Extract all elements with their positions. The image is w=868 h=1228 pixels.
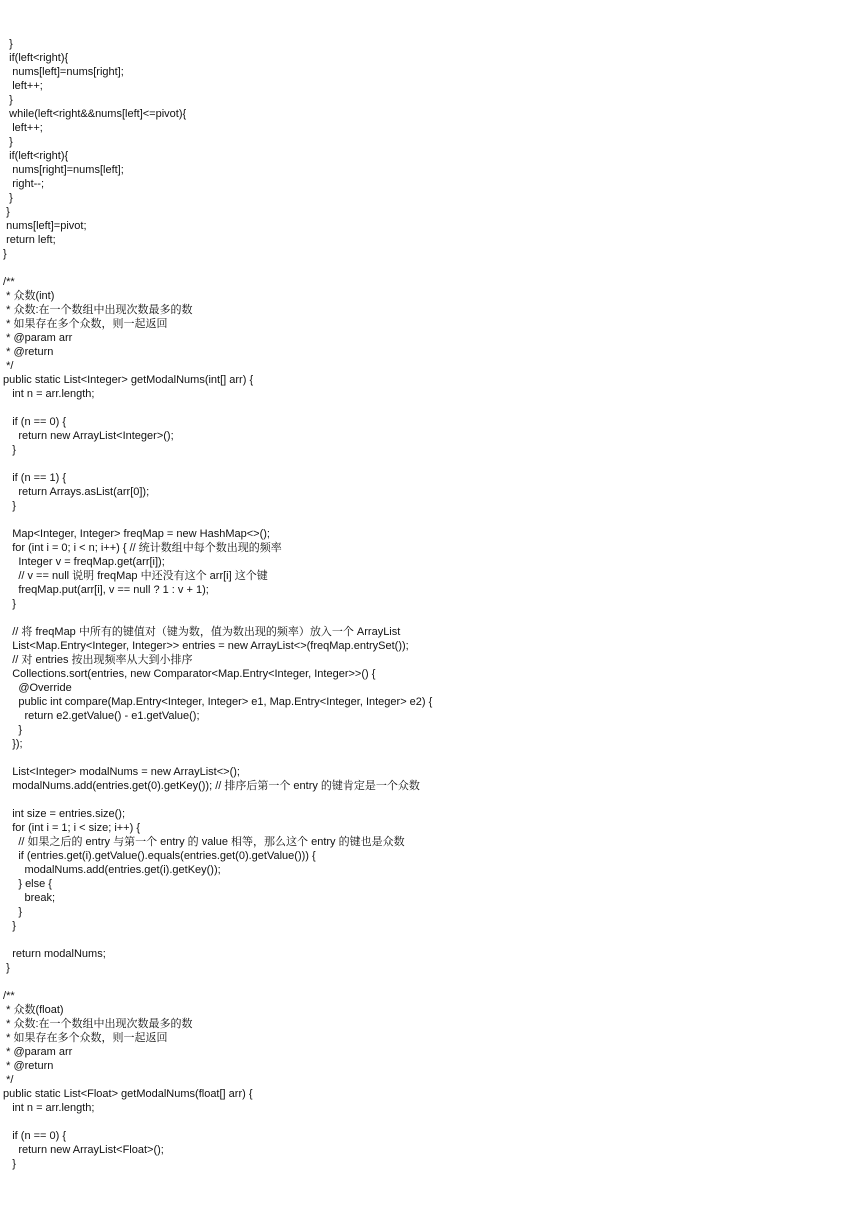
code-line [0,457,868,471]
code-line: } [0,444,16,456]
code-line: if(left<right){ [0,150,69,162]
code-line: } [0,500,16,512]
code-line: /** [0,990,15,1002]
code-line [0,611,868,625]
code-line: */ [0,1074,14,1086]
code-line: nums[left]=nums[right]; [0,66,124,78]
code-line: return modalNums; [0,948,106,960]
code-line: */ [0,360,14,372]
code-line: * @param arr [0,332,73,344]
code-line: modalNums.add(entries.get(i).getKey()); [0,864,221,876]
code-line: List<Integer> modalNums = new ArrayList<>(); [0,766,240,778]
code-line: left++; [0,122,43,134]
code-line: if (entries.get(i).getValue().equals(entries.get(0).getValue())) { [0,850,316,862]
code-line: Integer v = freqMap.get(arr[i]); [0,556,165,568]
code-line [0,401,868,415]
code-line: Collections.sort(entries, new Comparator<Map.Entry<Integer, Integer>>() { [0,668,376,680]
code-line: public int compare(Map.Entry<Integer, Integer> e1, Map.Entry<Integer, Integer> e2) { [0,696,433,708]
code-line: int n = arr.length; [0,1102,95,1114]
code-line: } else { [0,878,52,890]
code-line: } [0,192,13,204]
code-line: /** [0,276,15,288]
code-line: * @return [0,1060,54,1072]
code-line: * 众数:在一个数组中出现次数最多的数 [0,304,193,316]
code-line: if (n == 1) { [0,472,67,484]
code-line: } [0,38,13,50]
code-line: } [0,1158,16,1170]
code-line: * 众数(int) [0,290,55,302]
code-line: public static List<Float> getModalNums(float[] arr) { [0,1088,253,1100]
code-line: } [0,920,16,932]
code-line: public static List<Integer> getModalNums(int[] arr) { [0,374,254,386]
code-line: return new ArrayList<Integer>(); [0,430,174,442]
code-line: while(left<right&&nums[left]<=pivot){ [0,108,187,120]
code-line: right--; [0,178,45,190]
code-line: nums[right]=nums[left]; [0,164,124,176]
code-line: // 对 entries 按出现频率从大到小排序 [0,654,193,666]
code-line: } [0,136,13,148]
code-line: // 将 freqMap 中所有的键值对（键为数，值为数出现的频率）放入一个 ArrayList [0,626,401,638]
code-line: } [0,906,23,918]
code-line: List<Map.Entry<Integer, Integer>> entries = new ArrayList<>(freqMap.entrySet()); [0,640,409,652]
code-line: // 如果之后的 entry 与第一个 entry 的 value 相等，那么这个 entry 的键也是众数 [0,836,405,848]
code-line: } [0,724,23,736]
code-line: left++; [0,80,43,92]
code-line [0,751,868,765]
code-line: return new ArrayList<Float>(); [0,1144,164,1156]
code-line: } [0,598,16,610]
code-line: } [0,962,10,974]
code-line: } [0,248,7,260]
code-line: // v == null 说明 freqMap 中还没有这个 arr[i] 这个键 [0,570,268,582]
code-line: for (int i = 1; i < size; i++) { [0,822,141,834]
code-line: Map<Integer, Integer> freqMap = new HashMap<>(); [0,528,270,540]
code-line: if(left<right){ [0,52,69,64]
code-line: * @return [0,346,54,358]
code-line: if (n == 0) { [0,1130,67,1142]
code-line: return e2.getValue() - e1.getValue(); [0,710,200,722]
code-line: modalNums.add(entries.get(0).getKey()); // 排序后第一个 entry 的键肯定是一个众数 [0,780,420,792]
code-line: int size = entries.size(); [0,808,126,820]
code-line: * @param arr [0,1046,73,1058]
code-line [0,975,868,989]
code-line: return Arrays.asList(arr[0]); [0,486,150,498]
code-line: * 众数(float) [0,1004,64,1016]
code-line: freqMap.put(arr[i], v == null ? 1 : v + 1); [0,584,209,596]
code-line [0,793,868,807]
code-line: int n = arr.length; [0,388,95,400]
code-page [0,37,868,1171]
code-line: }); [0,738,23,750]
code-line: * 众数:在一个数组中出现次数最多的数 [0,1018,193,1030]
code-line [0,1115,868,1129]
code-line [0,261,868,275]
code-line: * 如果存在多个众数，则一起返回 [0,318,168,330]
code-line: if (n == 0) { [0,416,67,428]
code-line: nums[left]=pivot; [0,220,87,232]
code-line: } [0,94,13,106]
code-line: break; [0,892,56,904]
code-line: @Override [0,682,72,694]
code-line: * 如果存在多个众数，则一起返回 [0,1032,168,1044]
code-line: } [0,206,10,218]
code-line: for (int i = 0; i < n; i++) { // 统计数组中每个数出现的频率 [0,542,282,554]
code-line: return left; [0,234,56,246]
code-line [0,933,868,947]
code-line [0,513,868,527]
